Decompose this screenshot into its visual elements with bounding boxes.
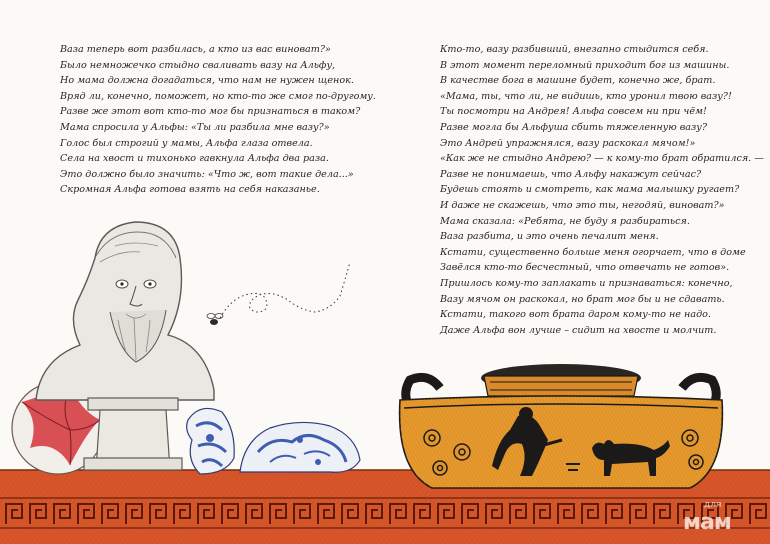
text-line: Вазу мячом он раскокал, но брат мог бы и не сдавать.	[440, 293, 725, 305]
text-line: В качестве бога в машине будет, конечно же, брат.	[440, 75, 716, 87]
fly	[207, 262, 350, 325]
greek-vase	[400, 364, 723, 488]
text-line: Даже Альфа вон лучше – сидит на хвосте и молчит.	[440, 324, 717, 336]
text-line: Ваза теперь вот разбилась, а кто из вас виноват?»	[60, 44, 331, 55]
text-line: Это Андрей упражнялся, вазу раскокал мячом!»	[440, 137, 696, 149]
text-line: «Как же не стыдно Андрею? — к кому-то брат обратился. —	[440, 153, 764, 165]
text-line: Мама спросила у Альфы: «Ты ли разбила мне вазу?»	[60, 121, 330, 133]
text-line: «Мама, ты, что ли, не видишь, кто уронил твою вазу?!	[440, 90, 732, 102]
text-line: Завёлся кто-то бесчестный, что отвечать не готов».	[440, 262, 730, 274]
text-line: Ваза разбита, и это очень печалит меня.	[440, 231, 659, 243]
text-line: Голос был строгий у мамы, Альфа глаза отвела.	[60, 137, 313, 149]
left-column-text	[60, 42, 376, 198]
text-line: Скромная Альфа готова взять на себя наказанье.	[60, 184, 320, 196]
text-line: Кстати, такого вот брата даром кому-то не надо.	[440, 309, 711, 321]
text-line: Будешь стоять и смотреть, как мама малышку ругает?	[440, 184, 740, 196]
text-line: Ты посмотри на Андрея! Альфа совсем ни при чём!	[440, 106, 707, 118]
watermark-logo: мам	[683, 510, 731, 535]
text-line: И даже не скажешь, что это ты, негодяй, виноват?»	[440, 199, 725, 211]
text-line: Мама сказала: «Ребята, не буду я разбираться.	[440, 215, 690, 227]
text-line: Было немножечко стыдно сваливать вазу на Альфу,	[60, 59, 336, 71]
text-line: Разве не понимаешь, что Альфу накажут сейчас?	[440, 168, 702, 180]
text-line: Пришлось кому-то заплакать и признаваться: конечно,	[440, 277, 733, 289]
text-line: Разве могла бы Альфуша сбить тяжеленную вазу?	[440, 121, 707, 133]
text-line: Разве же этот вот кто-то мог бы признаться в таком?	[60, 106, 361, 118]
text-line: Но мама должна догадаться, что нам не нужен щенок.	[60, 75, 354, 87]
right-column-text	[440, 42, 764, 338]
text-line: Это должно было значить: «Что ж, вот такие дела...»	[60, 168, 354, 180]
text-line: Села на хвост и тихонько гавкнула Альфа два раза.	[60, 153, 329, 165]
text-line: В этот момент переломный приходит бог из машины.	[440, 59, 730, 71]
broken-vase-shards	[187, 408, 360, 474]
text-line: Вряд ли, конечно, поможет, но кто-то же смог по-другому.	[60, 90, 376, 102]
watermark-small: для	[704, 500, 722, 510]
text-line: Кстати, существенно больше меня огорчает, что в доме	[440, 246, 746, 258]
text-line: Кто-то, вазу разбивший, внезапно стыдится себя.	[440, 44, 709, 55]
